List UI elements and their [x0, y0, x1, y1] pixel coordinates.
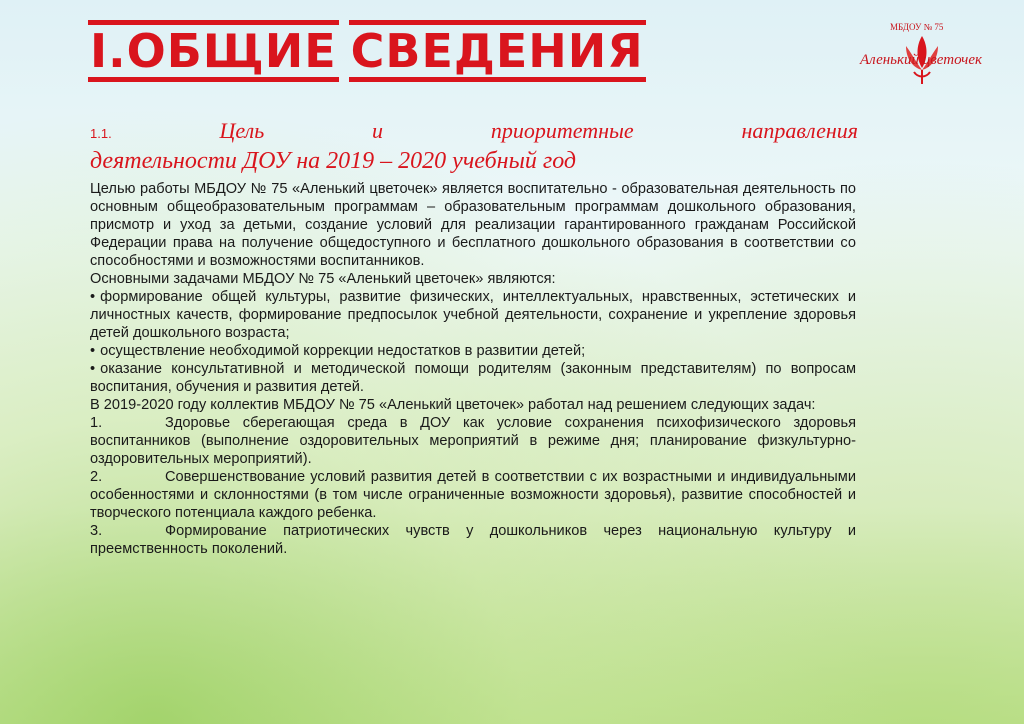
- item-number: 3.: [90, 523, 103, 539]
- logo: [852, 22, 992, 88]
- item-text: Здоровье сберегающая среда в ДОУ как условие сохранения психофизического здоровья воспитанников (выполнение оздоровительных мероприятий в режиме дня; планирование физкультурно-оздоровительных мероприятий).: [90, 415, 856, 467]
- tasks-heading: Основными задачами МБДОУ № 75 «Аленький цветочек» являются:: [90, 271, 556, 287]
- body-text: [90, 180, 856, 558]
- intro-paragraph: Целью работы МБДОУ № 75 «Аленький цветочек» является воспитательно - образовательная деятельность по основным общеобразовательным программам – образовательным программам дошкольного образования, присмотр и уход за детьми, создание условий для реализации гарантированного гражданам Российской Федерации права на получение общедоступного и бесплатного дошкольного образования в соответствии со способностями и возможностями воспитанников.: [90, 181, 856, 269]
- bullet-item: • осуществление необходимой коррекции недостатков в развитии детей;: [90, 342, 856, 360]
- section-heading-line2: деятельности ДОУ на 2019 – 2020 учебный год: [90, 148, 577, 174]
- heading-word: и: [372, 118, 384, 143]
- numbered-item: [90, 414, 856, 468]
- item-number: 2.: [90, 469, 103, 485]
- logo-org: МБДОУ № 75: [890, 22, 944, 32]
- title-word: I.ОБЩИЕ: [88, 20, 339, 82]
- heading-word: приоритетные: [490, 118, 634, 143]
- numbered-item: [90, 522, 856, 558]
- item-number: 1.: [90, 415, 103, 431]
- heading-word: Цель: [219, 118, 265, 143]
- item-text: Совершенствование условий развития детей в соответствии с их возрастными и индивидуальными особенностями и склонностями (в том числе ограниченные возможности здоровья), развитие способностей и творческого потенциала каждого ребенка.: [90, 469, 856, 521]
- numbered-item: [90, 468, 856, 522]
- section-number: 1.1.: [90, 126, 112, 141]
- logo-name: Аленький цветочек: [860, 52, 983, 68]
- bullet-item: • оказание консультативной и методической помощи родителям (законным представителям) по вопросам воспитания, обучения и развития детей.: [90, 360, 856, 396]
- section-heading-line1: [90, 118, 858, 144]
- heading-word: направления: [741, 118, 858, 143]
- page-title: [88, 20, 646, 82]
- item-text: Формирование патриотических чувств у дошкольников через национальную культуру и преемственность поколений.: [90, 523, 856, 557]
- bullet-item: • формирование общей культуры, развитие физических, интеллектуальных, нравственных, эстетических и личностных качеств, формирование предпосылок учебной деятельности, сохранение и укрепление здоровья детей дошкольного возраста;: [90, 288, 856, 342]
- title-word: СВЕДЕНИЯ: [349, 20, 646, 82]
- year-heading: В 2019-2020 году коллектив МБДОУ № 75 «Аленький цветочек» работал над решением следующих задач:: [90, 397, 816, 413]
